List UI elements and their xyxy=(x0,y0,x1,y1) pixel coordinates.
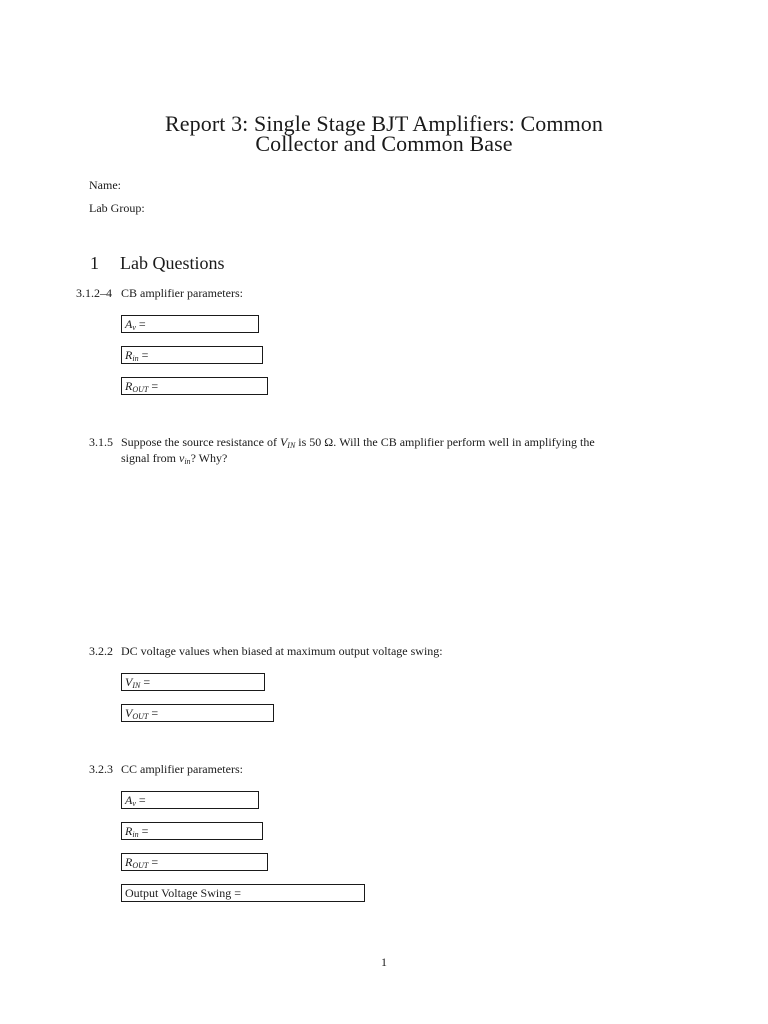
page-number: 1 xyxy=(381,955,387,969)
cc-rin-subscript: in xyxy=(132,830,139,839)
cc-rin-equals: = xyxy=(138,824,149,838)
section-title: Lab Questions xyxy=(120,253,225,273)
output-voltage-swing-field[interactable] xyxy=(121,884,365,902)
cc-rout-symbol: R xyxy=(125,855,133,869)
rout-subscript: OUT xyxy=(132,385,149,394)
section-number: 1 xyxy=(90,253,99,273)
name-label: Name: xyxy=(89,178,121,192)
rin-equals: = xyxy=(138,348,149,362)
q315-line2-post: ? Why? xyxy=(190,451,228,465)
rin-subscript: in xyxy=(132,354,139,363)
vin-symbol: V xyxy=(279,435,288,449)
dc-vout-symbol: V xyxy=(125,706,133,720)
vin-small-subscript: in xyxy=(184,457,191,466)
cc-rout-subscript: OUT xyxy=(132,861,149,870)
cc-av-subscript: v xyxy=(132,799,136,808)
question-number-3-1-5: 3.1.5 xyxy=(89,435,113,449)
cc-av-equals: = xyxy=(135,793,146,807)
cc-rout-equals: = xyxy=(148,855,159,869)
rout-equals: = xyxy=(148,379,159,393)
cc-av-field[interactable] xyxy=(121,791,259,809)
q315-line1-pre: Suppose the source resistance of xyxy=(121,435,280,449)
dc-vout-equals: = xyxy=(148,706,159,720)
report-title-line2: Collector and Common Base xyxy=(255,131,513,156)
av-subscript: v xyxy=(132,323,136,332)
rin-symbol: R xyxy=(125,348,133,362)
question-number-3-1-2-4: 3.1.2–4 xyxy=(76,286,112,300)
question-number-3-2-3: 3.2.3 xyxy=(89,762,113,776)
cc-rin-field[interactable] xyxy=(121,822,263,840)
cc-av-symbol: A xyxy=(125,793,133,807)
dc-vout-subscript: OUT xyxy=(132,712,149,721)
question-text-dc-voltage: DC voltage values when biased at maximum output voltage swing: xyxy=(121,644,443,658)
lab-group-label: Lab Group: xyxy=(89,201,145,215)
dc-vin-subscript: IN xyxy=(132,681,141,690)
output-voltage-swing-label: Output Voltage Swing = xyxy=(125,886,241,900)
question-number-3-2-2: 3.2.2 xyxy=(89,644,113,658)
rout-symbol: R xyxy=(125,379,133,393)
q315-line1-post: is 50 Ω. Will the CB amplifier perform well in amplifying the xyxy=(295,435,595,449)
report-title-line1: Report 3: Single Stage BJT Amplifiers: Common xyxy=(165,111,603,136)
question-text-cc-params: CC amplifier parameters: xyxy=(121,762,243,776)
dc-vin-field[interactable] xyxy=(121,673,265,691)
dc-vin-equals: = xyxy=(140,675,151,689)
q315-line2-pre: signal from xyxy=(121,451,179,465)
vin-subscript: IN xyxy=(287,441,296,450)
question-text-source-resistance-line2 xyxy=(121,451,227,469)
cb-rin-field[interactable] xyxy=(121,346,263,364)
cb-rout-field[interactable] xyxy=(121,377,268,395)
vin-small-symbol: v xyxy=(179,451,185,465)
av-symbol: A xyxy=(125,317,133,331)
question-text-cb-params: CB amplifier parameters: xyxy=(121,286,243,300)
dc-vin-symbol: V xyxy=(125,675,133,689)
cc-rin-symbol: R xyxy=(125,824,133,838)
dc-vout-field[interactable] xyxy=(121,704,274,722)
av-equals: = xyxy=(135,317,146,331)
cb-av-field[interactable] xyxy=(121,315,259,333)
cc-rout-field[interactable] xyxy=(121,853,268,871)
